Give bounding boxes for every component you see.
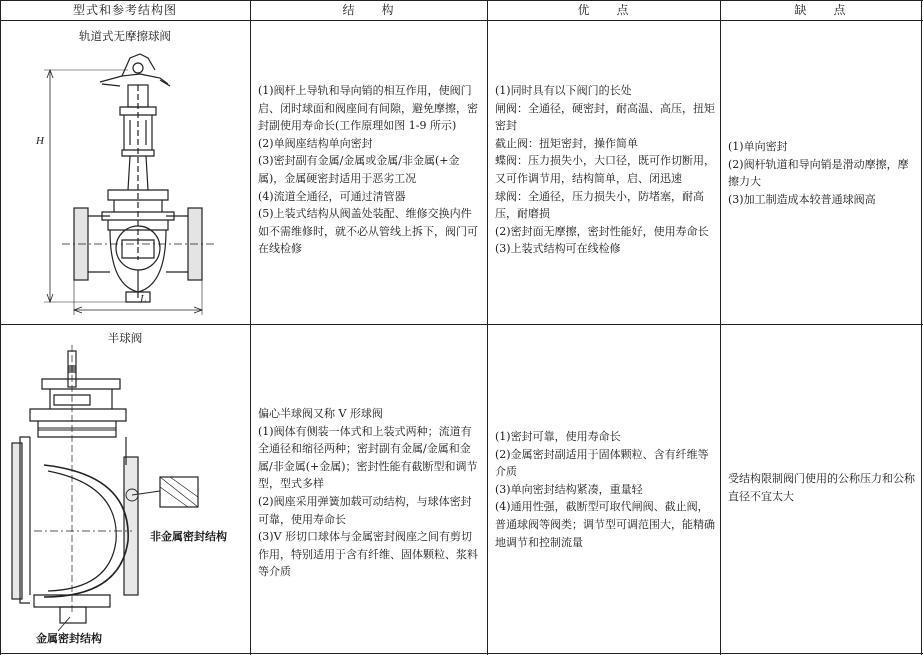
text-line: (3)密封副有金属/金属或金属/非金属(+金属)，金属硬密封适用于恶劣工况 [258, 154, 460, 185]
row2-advantages [495, 428, 715, 551]
figure-title-half-ball-valve: 半球阀 [107, 331, 143, 345]
column-divider-1 [250, 0, 251, 655]
text-line: 蝶阀：压力损失小，大口径，既可作切断用，又可作调节用，结构简单，启、闭迅速 [495, 154, 715, 185]
row1-structure [258, 82, 482, 258]
text-line: (3)上装式结构可在线检修 [495, 242, 621, 256]
text-line: 偏心半球阀又称 V 形球阀 [258, 407, 383, 420]
text-line: (1)密封可靠，使用寿命长 [495, 430, 621, 443]
text-line: (1)单向密封 [728, 140, 788, 153]
column-divider-3 [720, 0, 721, 655]
half-ball-valve-drawing [20, 345, 240, 645]
orbit-ball-valve-drawing [10, 40, 245, 320]
text-line: (4)通用性强，截断型可取代闸阀、截止阀，普通球阀等阀类；调节型可调范围大，能精确地调节和控制流量 [495, 500, 715, 549]
row2-disadvantages [728, 470, 916, 505]
text-line: (1)阀体有侧装一体式和上装式两种；流道有全通径和缩径两种；密封副有金属/金属和金属/非金属(+金属)；密封性能有截断型和调节型，型式多样 [258, 424, 478, 491]
label-height-h: H [36, 135, 44, 147]
row-divider [0, 324, 923, 325]
text-line: 闸阀：全通径，硬密封，耐高温、高压，扭矩密封 [495, 101, 715, 133]
row1-advantages [495, 82, 715, 258]
label-metal-seal: 金属密封结构 [36, 632, 102, 645]
text-line: (2)金属密封副适用于固体颗粒、含有纤维等介质 [495, 447, 709, 479]
header-disadvantages: 缺 点 [794, 3, 847, 17]
text-line: (4)流道全通径，可通过清管器 [258, 189, 406, 203]
figure-title-orbit-ball-valve: 轨道式无摩擦球阀 [79, 29, 171, 43]
header-advantages: 优 点 [577, 3, 630, 17]
label-nonmetal-seal: 非金属密封结构 [150, 530, 227, 543]
text-line: 球阀：全通径，压力损失小，防堵塞，耐高压，耐磨损 [495, 189, 704, 221]
row1-disadvantages [728, 138, 916, 208]
table-border-bottom [0, 653, 923, 654]
table-border-left [0, 0, 1, 655]
label-length-l: L [140, 293, 147, 305]
text-line: (1)阀杆上导轨和导向销的相互作用，使阀门启、闭时球面和阀座间有间隙，避免摩擦，密封副使用寿命长(工作原理如图 1-9 所示) [258, 84, 478, 133]
text-line: (1)同时具有以下阀门的长处 [495, 84, 632, 97]
text-line: (2)阀座采用弹簧加载可动结构，与球体密封可靠，使用寿命长 [258, 494, 472, 526]
text-line: (5)上装式结构从阀盖处装配、维修交换内件如不需维修时，就不必从管线上拆下，阀门可在线检修 [258, 207, 478, 256]
text-line: 受结构限制阀门使用的公称压力和公称直径不宜太大 [728, 472, 915, 503]
table-border-right [921, 0, 922, 655]
text-line: 截止阀：扭矩密封，操作简单 [495, 136, 638, 150]
text-line: (2)单阀座结构单向密封 [258, 136, 373, 150]
text-line: (2)密封面无摩擦，密封性能好，使用寿命长 [495, 224, 709, 238]
column-divider-2 [487, 0, 488, 655]
text-line: (3)单向密封结构紧凑，重量轻 [495, 482, 643, 496]
row2-structure [258, 405, 482, 581]
header-type: 型式和参考结构图 [72, 3, 177, 17]
text-line: (3)加工制造成本较普通球阀高 [728, 192, 876, 206]
header-structure: 结 构 [342, 3, 395, 17]
text-line: (2)阀杆轨道和导向销是滑动摩擦，摩擦力大 [728, 157, 909, 189]
text-line: (3)V 形切口球体与金属密封阀座之间有剪切作用，特别适用于含有纤维、固体颗粒、浆料等介质 [258, 530, 478, 579]
header-divider [0, 20, 923, 21]
